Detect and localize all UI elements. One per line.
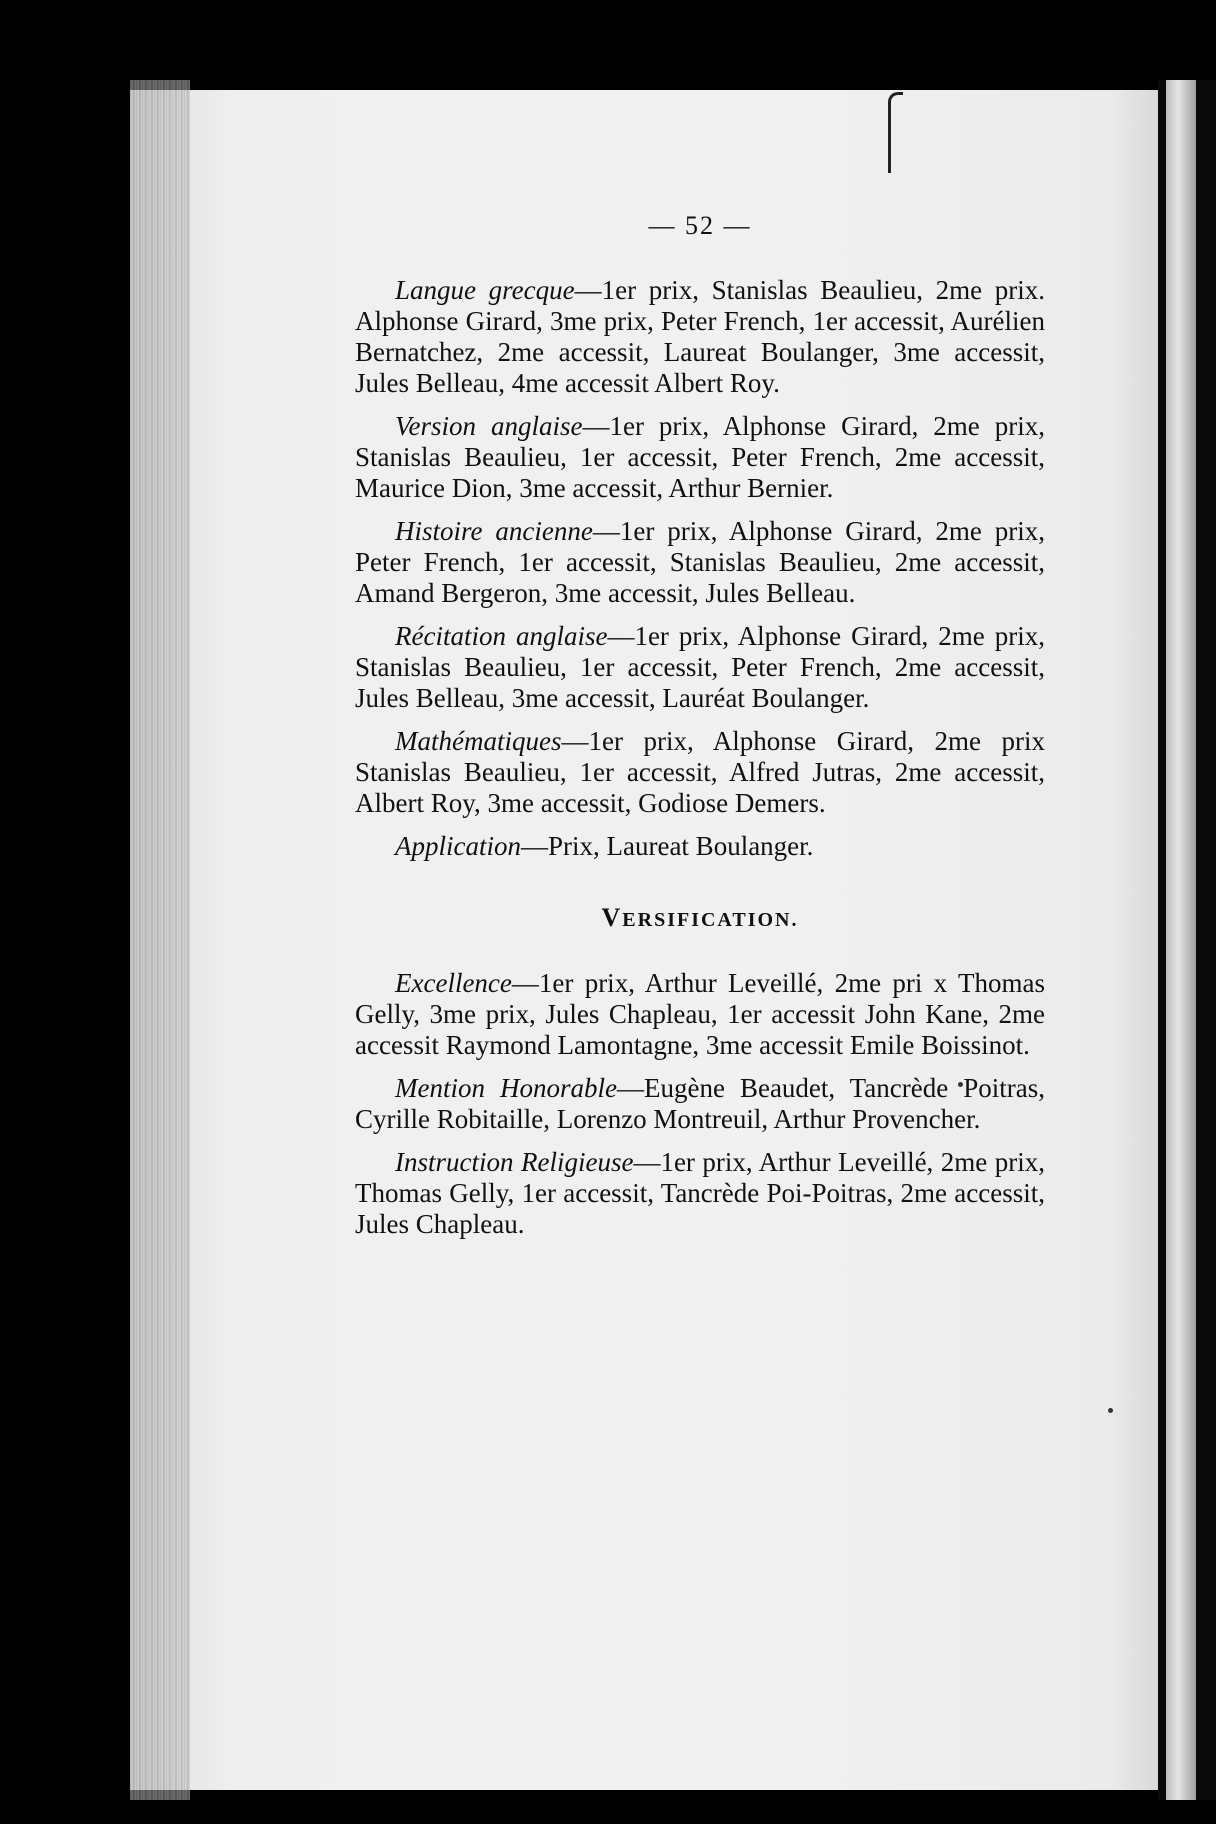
subject-heading: Histoire ancienne	[395, 516, 593, 546]
adjacent-page-strip	[1166, 80, 1196, 1800]
prize-text: —1er prix, Alphonse Girard, 2me prix Stanislas Beaulieu, 1er accessit, Alfred Jutras, 2me accessit, Albert Roy, 3me accessit, Godiose Demers.	[355, 726, 1045, 818]
page-number: — 52 —	[648, 211, 752, 240]
prize-text: —1er prix, Alphonse Girard, 2me prix, Peter French, 1er accessit, Stanislas Beaulieu, 2me accessit, Amand Bergeron, 3me accessit, Jules Belleau.	[355, 516, 1046, 608]
prize-paragraph	[355, 831, 1045, 862]
section-title	[355, 902, 1045, 936]
prize-text: —1er prix, Arthur Leveillé, 2me prix, Thomas Gelly, 1er accessit, Tancrède Poi-Poitras, 2me accessit, Jules Chapleau.	[355, 1147, 1045, 1239]
prize-paragraph	[355, 968, 1045, 1061]
subject-heading: Langue grecque	[395, 275, 575, 305]
prize-list-versification	[355, 968, 1045, 1240]
subject-heading: Instruction Religieuse	[395, 1147, 634, 1177]
section-title-initial: V	[601, 903, 623, 932]
prize-paragraph	[355, 1147, 1045, 1240]
prize-text: —1er prix, Alphonse Girard, 2me prix, Stanislas Beaulieu, 1er accessit, Peter French, 2me accessit, Jules Belleau, 3me accessit, Lauréat Boulanger.	[355, 621, 1045, 713]
prize-paragraph	[355, 411, 1045, 504]
subject-heading: Mention Honorable	[395, 1073, 617, 1103]
right-page-edge	[1158, 80, 1216, 1800]
subject-heading: Excellence	[395, 968, 512, 998]
paper-curl-mark	[888, 92, 903, 173]
subject-heading: Mathématiques	[395, 726, 562, 756]
prize-paragraph	[355, 1073, 1045, 1135]
prize-text: —1er prix, Arthur Leveillé, 2me pri x Thomas Gelly, 3me prix, Jules Chapleau, 1er accessit John Kane, 2me accessit Raymond Lamontagne, 3me accessit Emile Boissinot.	[355, 968, 1045, 1060]
prize-list-classics	[355, 275, 1045, 862]
page-text-block	[355, 210, 1045, 1252]
subject-heading: Application	[395, 831, 521, 861]
subject-heading: Récitation anglaise	[395, 621, 608, 651]
prize-text: —Eugène Beaudet, Tancrède Poitras, Cyrille Robitaille, Lorenzo Montreuil, Arthur Provencher.	[355, 1073, 1045, 1134]
prize-paragraph	[355, 516, 1045, 609]
prize-text: —1er prix, Alphonse Girard, 2me prix, Stanislas Beaulieu, 1er accessit, Peter French, 2me accessit, Maurice Dion, 3me accessit, Arthur Bernier.	[355, 411, 1045, 503]
prize-paragraph	[355, 621, 1045, 714]
prize-paragraph	[355, 726, 1045, 819]
binding-gutter	[130, 80, 190, 1800]
section-title-rest: ERSIFICATION.	[622, 909, 799, 931]
ink-speck	[1108, 1408, 1113, 1413]
prize-text: —Prix, Laureat Boulanger.	[520, 831, 814, 861]
subject-heading: Version anglaise	[395, 411, 583, 441]
prize-text: —1er prix, Stanislas Beaulieu, 2me prix. Alphonse Girard, 3me prix, Peter French, 1er accessit, Aurélien Bernatchez, 2me accessit, Laureat Boulanger, 3me accessit, Jules Belleau, 4me accessit Albert Roy.	[355, 275, 1045, 398]
prize-paragraph	[355, 275, 1045, 399]
